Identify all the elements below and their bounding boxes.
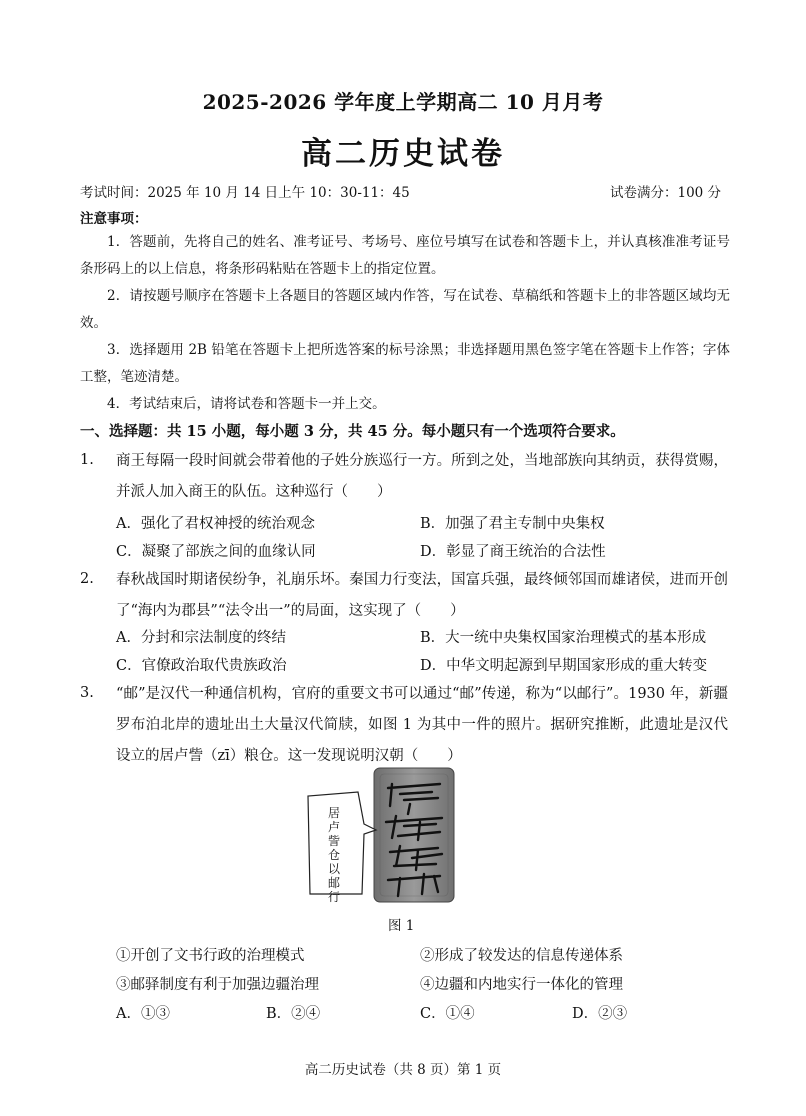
option-d: D．中华文明起源到早期国家形成的重大转变 [420, 658, 708, 674]
notice-item-3: 3．选择题用 2B 铅笔在答题卡上把所选答案的标号涂黑；非选择题用黑色签字笔在答题卡上作答；字体工整，笔迹清楚。 [80, 342, 730, 385]
option-c: C．凝聚了部族之间的血缘认同 [116, 544, 316, 560]
bamboo-slip-figure [300, 766, 500, 906]
figure-caption: 图 1 [388, 918, 415, 934]
statement-2: ②形成了较发达的信息传递体系 [420, 948, 623, 964]
full-score: 试卷满分：100 分 [610, 185, 722, 201]
option-b: B．加强了君主专制中央集权 [420, 516, 605, 532]
question-text: 春秋战国时期诸侯纷争，礼崩乐坏。秦国力行变法，国富兵强，最终倾邻国而雄诸侯，进而开创了“海内为郡县”“法令出一”的局面，这实现了（ ） [116, 572, 728, 619]
statement-4: ④边疆和内地实行一体化的管理 [420, 977, 623, 993]
section-heading: 一、选择题：共 15 小题，每小题 3 分，共 45 分。每小题只有一个选项符合要求。 [80, 423, 625, 440]
notice-item-1: 1．答题前，先将自己的姓名、准考证号、考场号、座位号填写在试卷和答题卡上，并认真核准准考证号条形码上的以上信息，将条形码粘贴在答题卡上的指定位置。 [80, 234, 730, 277]
option-b: B．②④ [266, 1006, 321, 1022]
notice-item-4: 4．考试结束后，请将试卷和答题卡一并上交。 [107, 396, 386, 412]
question-text: 商王每隔一段时间就会带着他的子姓分族巡行一方。所到之处，当地部族向其纳贡，获得赏赐，并派人加入商王的队伍。这种巡行（ ） [116, 453, 728, 500]
statement-3: ③邮驿制度有利于加强边疆治理 [116, 977, 319, 993]
question-number: 1. [80, 452, 94, 468]
exam-subtitle: 2025-2026 学年度上学期高二 10 月月考 [202, 90, 604, 114]
question-text: “邮”是汉代一种通信机构，官府的重要文书可以通过“邮”传递，称为“以邮行”。1930 年，新疆罗布泊北岸的遗址出土大量汉代简牍，如图 1 为其中一件的照片。据研究推断，此遗址是汉代设立的居卢訾（zī）粮仓。这一发现说明汉朝（ ） [116, 686, 728, 764]
option-c: C．官僚政治取代贵族政治 [116, 658, 287, 674]
option-a: A．①③ [116, 1006, 170, 1022]
option-b: B．大一统中央集权国家治理模式的基本形成 [420, 630, 707, 646]
question-number: 2. [80, 571, 94, 587]
option-d: D．彰显了商王统治的合法性 [420, 544, 606, 560]
statement-1: ①开创了文书行政的治理模式 [116, 948, 305, 964]
bubble-label: 居卢訾仓以邮行 [327, 806, 340, 904]
option-a: A．强化了君权神授的统治观念 [116, 516, 315, 532]
option-c: C．①④ [420, 1006, 475, 1022]
option-d: D．②③ [572, 1006, 628, 1022]
notice-heading: 注意事项： [80, 211, 148, 227]
notice-item-2: 2．请按题号顺序在答题卡上各题目的答题区域内作答，写在试卷、草稿纸和答题卡上的非答题区域均无效。 [80, 288, 730, 331]
option-a: A．分封和宗法制度的终结 [116, 630, 286, 646]
exam-time: 考试时间：2025 年 10 月 14 日上午 10：30-11：45 [80, 185, 410, 201]
question-number: 3. [80, 685, 94, 701]
page-title: 高二历史试卷 [301, 136, 505, 172]
page-footer: 高二历史试卷（共 8 页）第 1 页 [304, 1062, 502, 1078]
